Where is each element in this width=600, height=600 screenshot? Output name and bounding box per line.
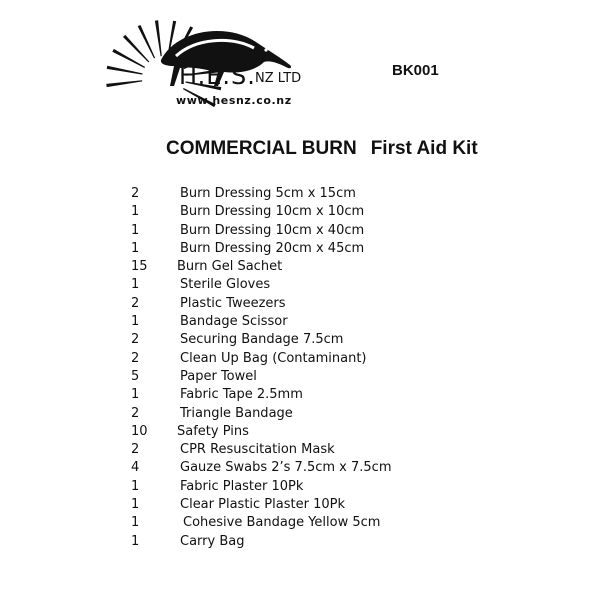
kiwi-bird-sunburst-icon [106, 8, 296, 108]
item-qty: 10 [131, 423, 148, 439]
item-qty: 15 [131, 259, 148, 275]
list-item [0, 497, 600, 515]
title-sub: First Aid Kit [370, 138, 478, 159]
item-desc: Plastic Tweezers [180, 295, 286, 311]
list-item [0, 277, 600, 295]
item-desc: Securing Bandage 7.5cm [180, 332, 344, 348]
item-desc: Burn Dressing 10cm x 10cm [180, 204, 365, 220]
logo-ray [155, 20, 162, 56]
item-qty: 1 [131, 387, 140, 403]
item-qty: 1 [131, 478, 140, 494]
item-qty: 1 [131, 240, 140, 256]
list-item [0, 351, 600, 369]
logo-ray [106, 80, 142, 87]
item-qty: 1 [131, 222, 140, 238]
item-qty: 1 [131, 515, 140, 531]
item-desc: Triangle Bandage [180, 405, 293, 421]
list-item [0, 241, 600, 259]
item-qty: 2 [131, 332, 140, 348]
item-qty: 1 [131, 314, 140, 330]
item-desc: Cohesive Bandage Yellow 5cm [183, 515, 381, 531]
item-desc: Safety Pins [177, 423, 249, 439]
list-item [0, 332, 600, 350]
item-desc: Gauze Swabs 2’s 7.5cm x 7.5cm [180, 460, 392, 476]
item-qty: 5 [131, 368, 140, 384]
item-desc: Burn Dressing 5cm x 15cm [180, 186, 356, 201]
item-qty: 1 [131, 204, 140, 220]
item-qty: 1 [131, 497, 140, 513]
item-qty: 2 [131, 350, 140, 366]
list-item [0, 406, 600, 424]
list-item [0, 186, 600, 204]
item-qty: 2 [131, 442, 140, 458]
list-item [0, 460, 600, 478]
item-desc: Carry Bag [180, 533, 245, 549]
item-desc: Clear Plastic Plaster 10Pk [180, 497, 345, 513]
product-code: BK001 [392, 62, 439, 79]
list-item [0, 442, 600, 460]
item-qty: 2 [131, 186, 140, 201]
list-item [0, 204, 600, 222]
page-title [166, 138, 478, 160]
list-item [0, 369, 600, 387]
brand-suffix: NZ LTD [255, 71, 302, 86]
item-qty: 2 [131, 295, 140, 311]
logo-ray [107, 66, 143, 75]
item-desc: Fabric Plaster 10Pk [180, 478, 304, 494]
item-qty: 1 [131, 533, 140, 549]
list-item [0, 387, 600, 405]
item-desc: Paper Towel [180, 368, 257, 384]
item-desc: Burn Gel Sachet [177, 259, 283, 275]
list-item [0, 515, 600, 533]
brand-url: www.hesnz.co.nz [176, 94, 292, 107]
list-item [0, 424, 600, 442]
contents-list [0, 186, 600, 552]
item-desc: Bandage Scissor [180, 314, 288, 330]
item-desc: Fabric Tape 2.5mm [180, 387, 303, 403]
list-item [0, 259, 600, 277]
item-desc: CPR Resuscitation Mask [180, 442, 335, 458]
item-desc: Burn Dressing 20cm x 45cm [180, 240, 365, 256]
list-item [0, 223, 600, 241]
company-logo [106, 8, 302, 108]
list-item [0, 479, 600, 497]
item-qty: 1 [131, 277, 140, 293]
brand-name: H.E.S. [179, 62, 256, 90]
list-item [0, 296, 600, 314]
item-desc: Sterile Gloves [180, 277, 271, 293]
title-main: COMMERCIAL BURN [166, 138, 357, 159]
item-qty: 4 [131, 460, 140, 476]
item-desc: Burn Dressing 10cm x 40cm [180, 222, 365, 238]
item-qty: 2 [131, 405, 140, 421]
item-desc: Clean Up Bag (Contaminant) [180, 350, 367, 366]
list-item [0, 534, 600, 552]
list-item [0, 314, 600, 332]
